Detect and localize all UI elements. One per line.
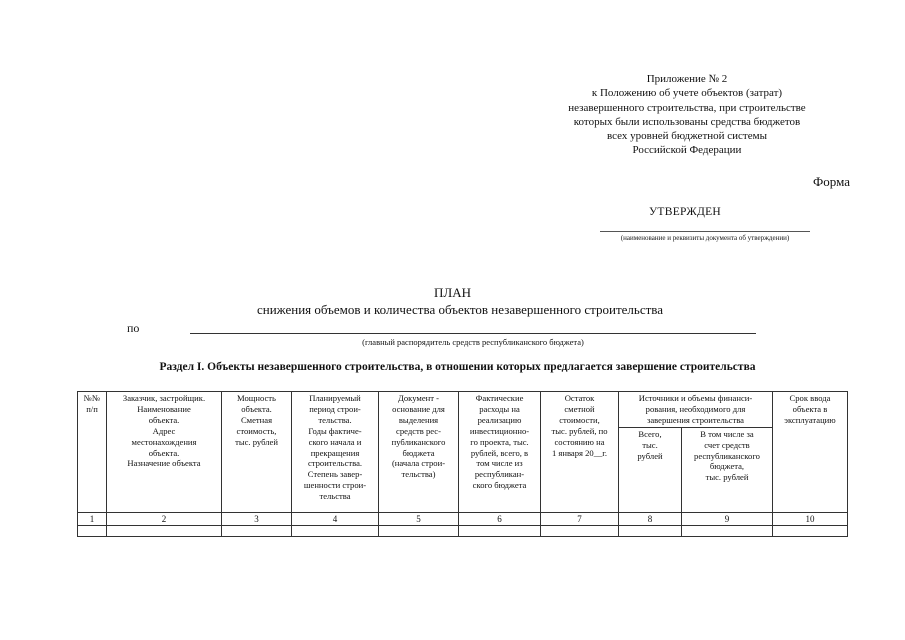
column-number: 1 [78, 512, 107, 525]
annex-line: незавершенного строительства, при строительстве [568, 101, 806, 114]
column-number: 4 [292, 512, 379, 525]
approved-signature-line [600, 231, 810, 232]
approved-title: УТВЕРЖДЕН [648, 206, 722, 218]
column-number: 3 [222, 512, 292, 525]
plan-subtitle: снижения объемов и количества объектов незавершенного строительства [256, 302, 664, 317]
annex-block [517, 72, 857, 158]
data-cell[interactable] [541, 525, 619, 536]
subheader-cell: Всего, тыс. рублей [619, 427, 682, 512]
section-title: Раздел I. Объекты незавершенного строительства, в отношении которых предлагается завершение строительства [159, 361, 756, 373]
header-cell: Срок ввода объекта в эксплуатацию [773, 392, 848, 513]
annex-line: к Положению об учете объектов (затрат) [591, 87, 783, 100]
column-number-row [78, 512, 848, 525]
distributor-caption: (главный распорядитель средств республиканского бюджета) [362, 337, 584, 347]
column-number: 5 [379, 512, 459, 525]
annex-line: Приложение № 2 [646, 73, 728, 85]
column-number: 8 [619, 512, 682, 525]
header-row [78, 392, 848, 428]
plan-title: ПЛАН [434, 285, 471, 300]
column-number: 10 [773, 512, 848, 525]
column-number: 7 [541, 512, 619, 525]
form-label: Форма [813, 174, 850, 189]
distributor-fill-line [190, 333, 756, 334]
empty-data-row [78, 525, 848, 536]
annex-line: которых были использованы средства бюджетов [573, 115, 801, 128]
data-cell[interactable] [773, 525, 848, 536]
plan-table [77, 391, 848, 537]
po-label: по [127, 321, 140, 335]
header-cell: Планируемый период строи- тельства. Годы фактиче- ского начала и прекращения строительства. Степень завер- шенности строи- тельства [292, 392, 379, 513]
header-cell-group: Источники и объемы финанси- рования, необходимого для завершения строительства [619, 392, 773, 428]
data-cell[interactable] [682, 525, 773, 536]
column-number: 2 [107, 512, 222, 525]
header-cell: Остаток сметной стоимости, тыс. рублей, по состоянию на 1 января 20__г. [541, 392, 619, 513]
annex-line: Российской Федерации [632, 144, 742, 157]
column-number: 9 [682, 512, 773, 525]
annex-line: всех уровней бюджетной системы [607, 130, 767, 143]
column-number: 6 [459, 512, 541, 525]
header-cell: №№ п/п [78, 392, 107, 513]
header-cell: Фактические расходы на реализацию инвестиционно- го проекта, тыс. рублей, всего, в том числе из республикан- ского бюджета [459, 392, 541, 513]
data-cell[interactable] [222, 525, 292, 536]
header-cell: Заказчик, застройщик. Наименование объекта. Адрес местонахождения объекта. Назначение объекта [107, 392, 222, 513]
header-cell: Мощность объекта. Сметная стоимость, тыс. рублей [222, 392, 292, 513]
data-cell[interactable] [459, 525, 541, 536]
data-cell[interactable] [107, 525, 222, 536]
subheader-cell: В том числе за счет средств республиканского бюджета, тыс. рублей [682, 427, 773, 512]
data-cell[interactable] [619, 525, 682, 536]
data-cell[interactable] [78, 525, 107, 536]
approved-caption: (наименование и реквизиты документа об утверждении) [620, 234, 790, 242]
header-cell: Документ - основание для выделения средств рес- публиканского бюджета (начала строи- тельства) [379, 392, 459, 513]
data-cell[interactable] [292, 525, 379, 536]
data-cell[interactable] [379, 525, 459, 536]
